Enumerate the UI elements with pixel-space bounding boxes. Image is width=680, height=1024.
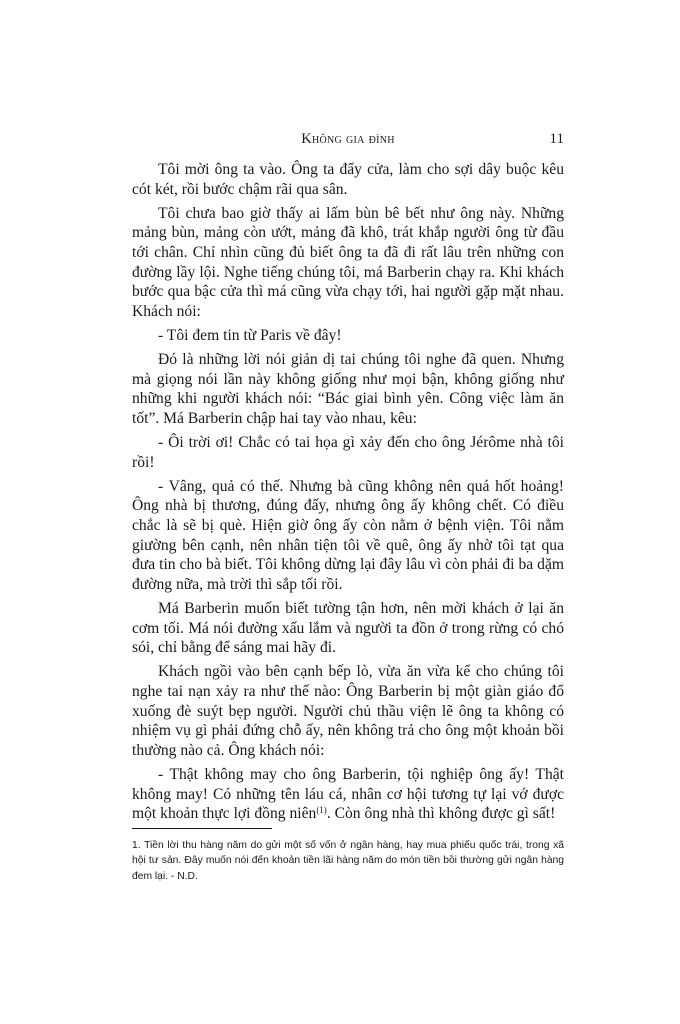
paragraph: Tôi mời ông ta vào. Ông ta đẩy cửa, làm cho sợi dây buộc kêu cót két, rồi bước chậm rãi qua sân. [132,161,564,198]
body-text [132,160,564,828]
paragraph: Khách ngồi vào bên cạnh bếp lò, vừa ăn vừa kể cho chúng tôi nghe tai nạn xảy ra như thế nào: Ông Barberin bị một giàn giáo đổ xuống đè suýt bẹp người. Người chủ thầu viện lẽ ông ta không có nhiệm vụ gì phải đứng chỗ ấy, nên không trả cho ông một khoản bồi thường nào cả. Ông khách nói: [132,663,564,759]
dialogue-line: - Vâng, quả có thế. Nhưng bà cũng không nên quá hốt hoảng! Ông nhà bị thương, đúng đấy, nhưng ông ấy không chết. Có điều chắc là sẽ bị què. Hiện giờ ông ấy còn nằm ở bệnh viện. Tôi nằm giường bên cạnh, nên nhân tiện tôi về quê, ông ấy nhờ tôi tạt qua đưa tin cho bà biết. Tôi không dừng lại đây lâu vì còn phải đi ba dặm đường nữa, mà trời thì sắp tối rồi. [132,477,564,593]
dialogue-line: - Tôi đem tin từ Paris về đây! [158,326,342,344]
footnote: 1. Tiền lời thu hàng năm do gửi một số vốn ở ngân hàng, hay mua phiếu quốc trái, trong xã hội tư sản. Đây muốn nói đến khoản tiền lãi hàng năm do món tiền bồi thường gửi ngân hàng đem lại. - N.D. [132,840,564,882]
paragraph: Đó là những lời nói giản dị tai chúng tôi nghe đã quen. Nhưng mà giọng nói lần này không giống như mọi bận, không giống như những khi người khách nói: “Bác giai bình yên. Công việc làm ăn tốt”. Má Barberin chập hai tay vào nhau, kêu: [132,351,564,427]
dialogue-line [132,765,564,824]
running-header [132,131,564,153]
paragraph: Tôi chưa bao giờ thấy ai lấm bùn bê bết như ông này. Những mảng bùn, mảng còn ướt, mảng đã khô, trát khắp người ông từ đầu tới chân. Chỉ nhìn cũng đủ biết ông ta đã đi rất lâu trên những con đường lầy lội. Nghe tiếng chúng tôi, má Barberin chạy ra. Khi khách bước qua bậc cửa thì má cũng vừa chạy tới, hai người gặp mặt nhau. Khách nói: [132,204,564,320]
page-number: 11 [549,131,564,147]
paragraph: Má Barberin muốn biết tường tận hơn, nên mời khách ở lại ăn cơm tối. Má nói đường xấu lắm và người ta đồn ở trong rừng có chó sói, chỉ bằng để sáng mai hãy đi. [132,600,564,657]
footnote-reference: (1) [316,805,327,816]
footnote-divider [132,828,272,829]
dialogue-text: - Thật không may cho ông Barberin, tội nghiệp ông ấy! Thật không may! Có những tên láu cá, nhân cơ hội tương tự lại vớ được một khoản thực lợi đồng niên [132,765,564,823]
dialogue-text: . Còn ông nhà thì không được gì sất! [326,805,556,823]
dialogue-line: - Ôi trời ơi! Chắc có tai họa gì xảy đến cho ông Jérôme nhà tôi rồi! [132,434,564,471]
running-header-title: Không gia đình [301,131,395,147]
